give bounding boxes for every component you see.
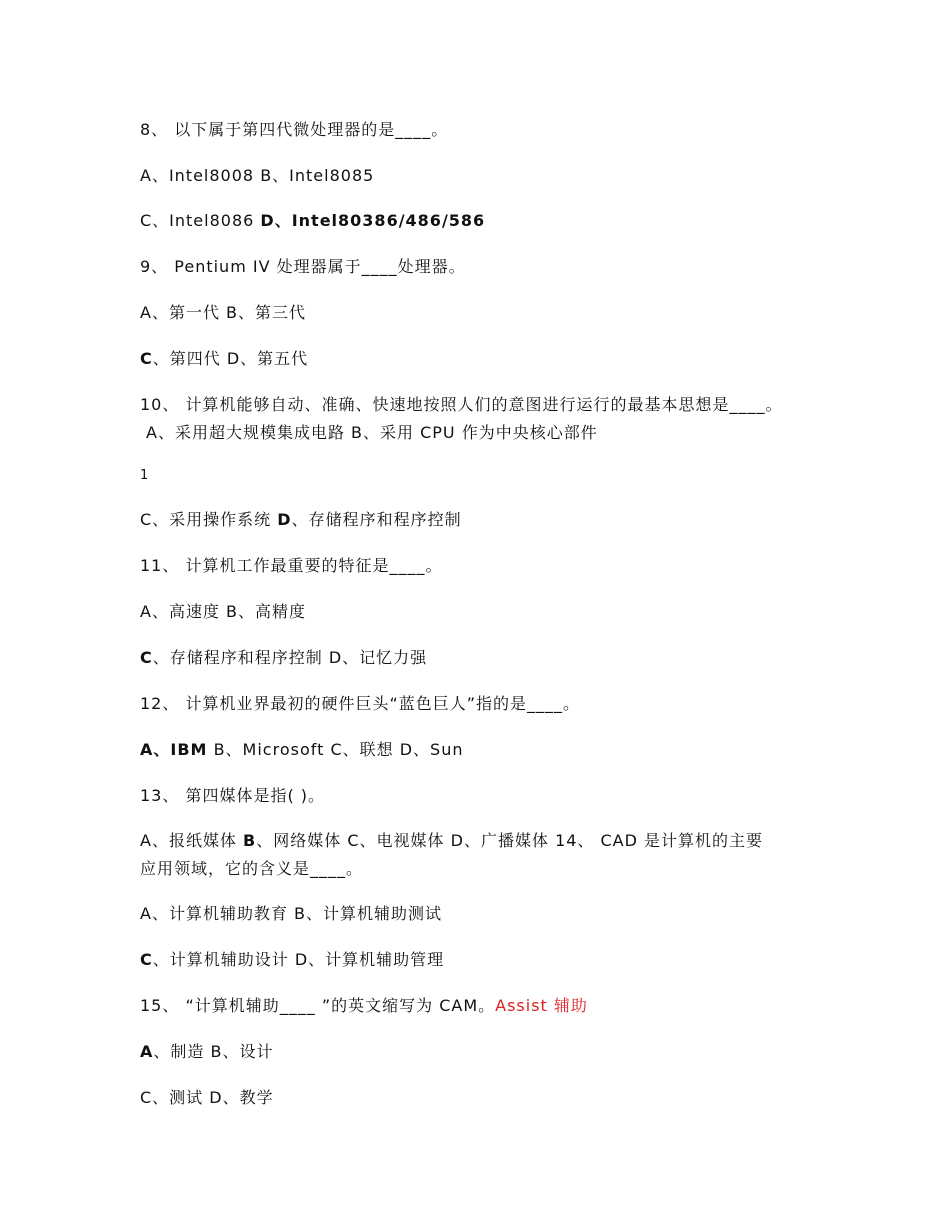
question-9-options-cd <box>140 349 308 369</box>
q13-stem-text: 13、 第四媒体是指( )。 <box>140 786 326 805</box>
q15-option-a <box>140 1042 204 1061</box>
q14-answer-text: 、计算机辅助设计 <box>152 950 289 969</box>
q10-option-a: A、采用超大规模集成电路 <box>146 423 345 442</box>
page-number <box>140 466 148 486</box>
q14-option-a: A、计算机辅助教育 <box>140 904 288 923</box>
question-13-options <box>140 831 763 851</box>
question-8-options-ab <box>140 166 374 186</box>
q11-option-b: B、高精度 <box>226 602 307 621</box>
q14-option-b: B、计算机辅助测试 <box>294 904 443 923</box>
question-12-stem <box>140 694 580 714</box>
q11-answer-text: 、存储程序和程序控制 <box>152 648 323 667</box>
q13-option-b <box>243 831 341 850</box>
q9-option-d: D、第五代 <box>226 349 309 368</box>
q13-option-d: D、广播媒体 <box>450 831 549 850</box>
q14-stem-text-part1: 14、 CAD 是计算机的主要 <box>555 831 764 850</box>
question-15-options-ab <box>140 1042 273 1062</box>
question-15-options-cd <box>140 1088 274 1108</box>
q12-option-c: C、联想 <box>330 740 394 759</box>
q13-option-c: C、电视媒体 <box>347 831 445 850</box>
q10-stem-text: 10、 计算机能够自动、准确、快速地按照人们的意图进行运行的最基本思想是____。 <box>140 395 783 414</box>
q9-option-a: A、第一代 <box>140 303 220 322</box>
q8-stem-text: 8、 以下属于第四代微处理器的是____。 <box>140 120 449 139</box>
q11-option-c <box>140 648 323 667</box>
q11-stem-text: 11、 计算机工作最重要的特征是____。 <box>140 556 443 575</box>
q9-option-b: B、第三代 <box>226 303 307 322</box>
question-14-options-ab <box>140 904 442 924</box>
question-8-options-cd <box>140 211 485 231</box>
q9-answer-letter: C <box>140 349 153 368</box>
q14-answer-letter: C <box>140 950 153 969</box>
q15-answer-letter: A <box>140 1042 154 1061</box>
q8-option-c: C、Intel8086 <box>140 211 255 230</box>
question-10-stem <box>140 395 782 415</box>
q15-option-d: D、教学 <box>209 1088 274 1107</box>
question-10-options-cd <box>140 510 462 530</box>
q10-option-c: C、采用操作系统 <box>140 510 272 529</box>
q13-answer-letter: B <box>243 831 257 850</box>
q8-answer-letter: D <box>260 211 275 230</box>
q13-option-a: A、报纸媒体 <box>140 831 237 850</box>
q14-option-d: D、计算机辅助管理 <box>294 950 445 969</box>
question-9-options-ab <box>140 303 306 323</box>
q12-stem-text: 12、 计算机业界最初的硬件巨头“蓝色巨人”指的是____。 <box>140 694 581 713</box>
q11-option-a: A、高速度 <box>140 602 220 621</box>
question-15-stem <box>140 996 588 1016</box>
question-9-stem <box>140 257 466 277</box>
q15-option-b: B、设计 <box>210 1042 274 1061</box>
q12-option-b: B、Microsoft <box>213 740 325 759</box>
q9-stem-text: 9、 Pentium IV 处理器属于____处理器。 <box>140 257 466 276</box>
q8-option-d <box>260 211 485 230</box>
q10-option-d <box>277 510 461 529</box>
q11-answer-letter: C <box>140 648 153 667</box>
q10-answer-text: 、存储程序和程序控制 <box>291 510 462 529</box>
q14-option-c <box>140 950 289 969</box>
q13-answer-text: 、网络媒体 <box>256 831 342 850</box>
question-14-stem-continued <box>140 859 363 879</box>
q14-stem-text-part2: 应用领域，它的含义是____。 <box>140 859 364 878</box>
q12-answer-text: 、IBM <box>153 740 208 759</box>
q12-option-a <box>140 740 207 759</box>
question-14-options-cd <box>140 950 444 970</box>
question-10-options-ab <box>146 423 598 443</box>
q12-answer-letter: A <box>140 740 154 759</box>
question-13-stem <box>140 786 325 806</box>
q15-note: Assist 辅助 <box>495 996 588 1015</box>
q15-stem-text: 15、 “计算机辅助____ ”的英文缩写为 CAM。 <box>140 996 496 1015</box>
q11-option-d: D、记忆力强 <box>328 648 428 667</box>
page-number-text: 1 <box>140 468 149 483</box>
q15-answer-text: 、制造 <box>153 1042 205 1061</box>
question-11-options-ab <box>140 602 306 622</box>
q9-option-c <box>140 349 221 368</box>
question-11-stem <box>140 556 442 576</box>
q9-answer-text: 、第四代 <box>152 349 221 368</box>
q10-answer-letter: D <box>277 510 292 529</box>
q8-answer-text: 、Intel80386/486/586 <box>274 211 486 230</box>
q8-option-a: A、Intel8008 <box>140 166 255 185</box>
q12-option-d: D、Sun <box>399 740 464 759</box>
question-11-options-cd <box>140 648 427 668</box>
question-12-options <box>140 740 464 760</box>
q8-option-b: B、Intel8085 <box>260 166 375 185</box>
q10-option-b: B、采用 CPU 作为中央核心部件 <box>351 423 598 442</box>
question-8-stem <box>140 120 448 140</box>
q15-option-c: C、测试 <box>140 1088 204 1107</box>
